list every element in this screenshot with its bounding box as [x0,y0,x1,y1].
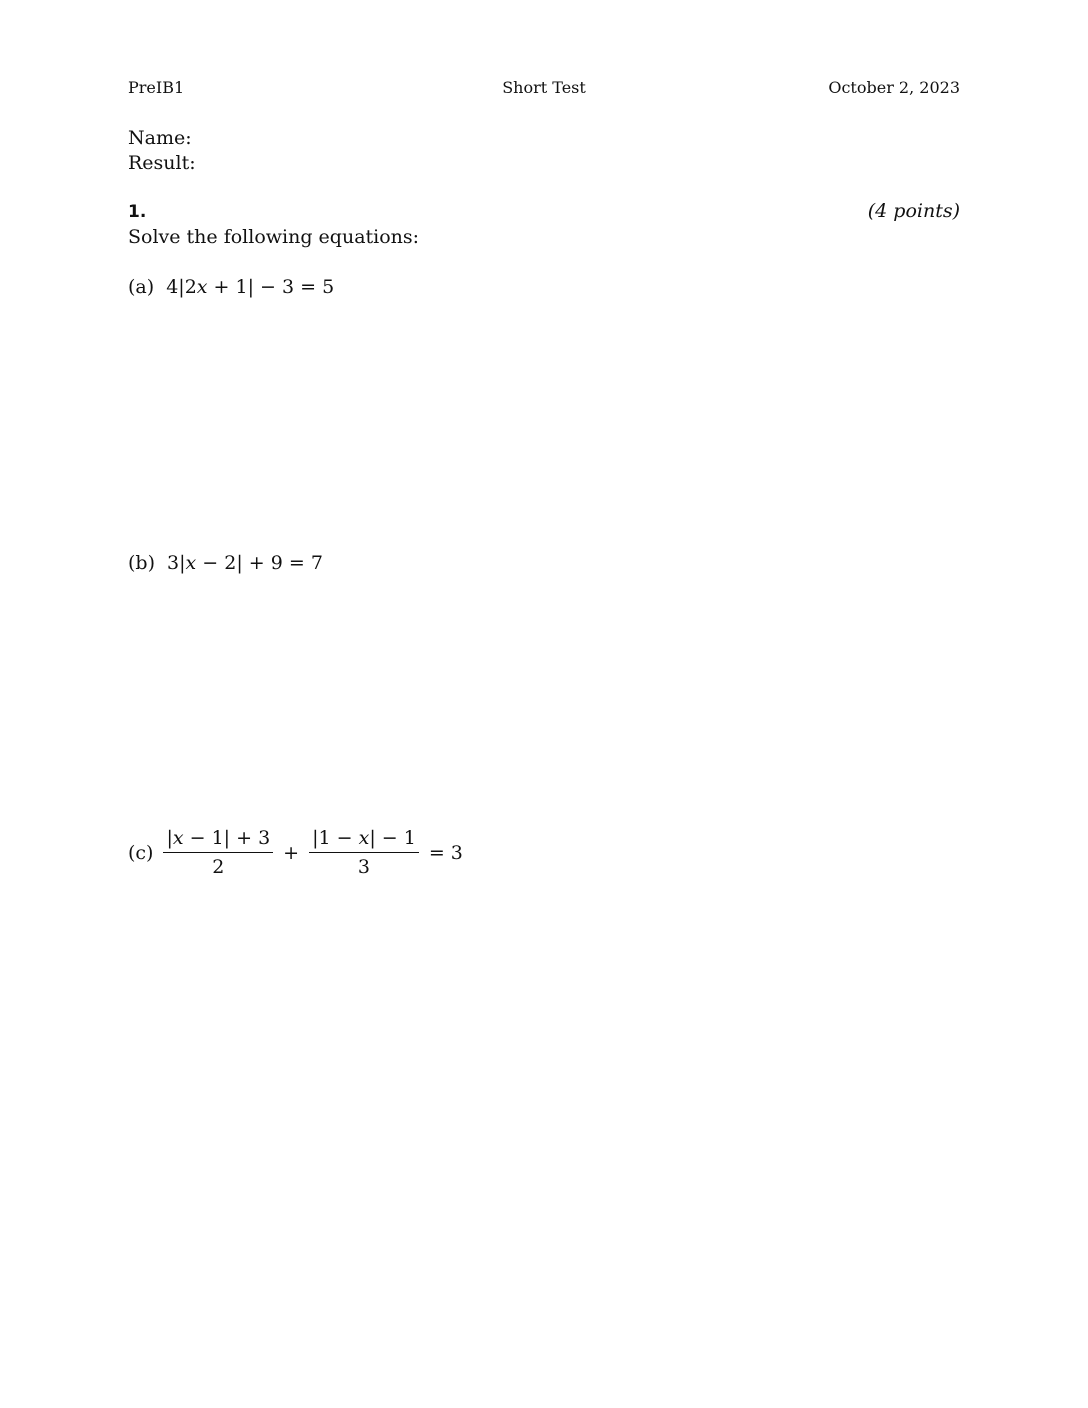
question-header [128,200,960,228]
fraction-2 [309,826,419,879]
part-a [128,276,334,298]
part-b-label: (b) [128,552,155,574]
course-label: PreIB1 [128,78,185,97]
fraction-2-denominator: 3 [357,856,370,878]
math-variable: x [358,827,370,849]
part-c-label: (c) [128,841,154,864]
test-date: October 2, 2023 [828,78,960,97]
fraction-1-numerator [163,826,273,853]
expr-segment: 4|2 [166,276,197,298]
equation-rhs: = 3 [428,841,463,864]
expr-segment: |1 − [312,827,359,849]
part-b-equation [167,552,323,574]
part-b [128,552,323,574]
part-a-label: (a) [128,276,155,298]
part-a-equation [166,276,334,298]
fraction-2-numerator [309,826,419,853]
question-points: (4 points) [867,200,960,222]
question-number: 1. [128,202,147,222]
result-label: Result: [128,152,196,174]
test-title: Short Test [502,78,586,97]
fraction-1-denominator: 2 [212,856,225,878]
expr-segment: 3| [167,552,186,574]
math-variable: x [185,552,197,574]
plus-operator: + [283,841,300,864]
expr-segment: | [166,827,173,849]
expr-segment: − 2| + 9 = 7 [196,552,323,574]
expr-segment: − 1| + 3 [183,827,271,849]
math-variable: x [196,276,208,298]
expr-segment: | − 1 [369,827,416,849]
expr-segment: + 1| − 3 = 5 [207,276,335,298]
fraction-1 [163,826,273,879]
question-instruction: Solve the following equations: [128,226,420,248]
name-label: Name: [128,127,192,149]
student-info [128,126,196,176]
part-c [128,826,463,879]
math-variable: x [172,827,184,849]
page-header [128,78,960,100]
